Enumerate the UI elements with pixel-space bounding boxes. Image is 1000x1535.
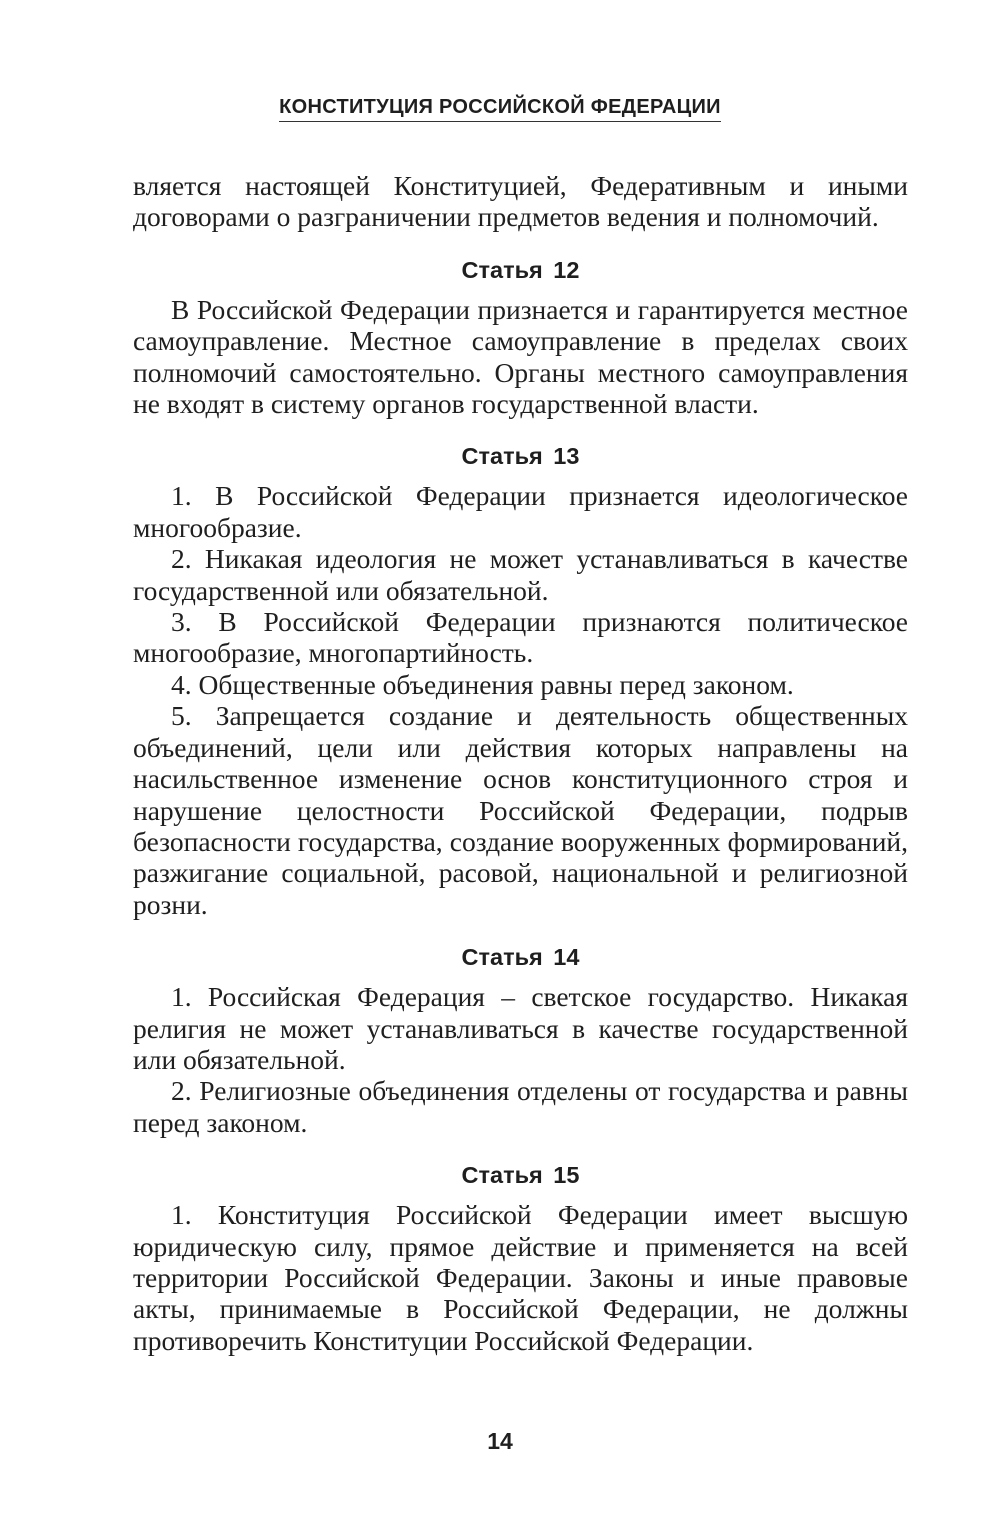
- running-header: [0, 96, 1000, 122]
- intro-paragraph: вляется настоящей Конституцией, Федеративным и иными договорами о разграничении предметов ведения и полномочий.: [133, 170, 908, 233]
- article-paragraph: 4. Общественные объединения равны перед законом.: [171, 668, 794, 700]
- article-paragraph: 3. В Российской Федерации признаются политическое многообразие, многопартийность.: [133, 606, 908, 669]
- article-heading: Статья 15: [461, 1162, 580, 1189]
- article-paragraph: 2. Религиозные объединения отделены от государства и равны перед законом.: [133, 1075, 908, 1138]
- page-number: 14: [487, 1428, 513, 1454]
- article-paragraph: 5. Запрещается создание и деятельность общественных объединений, цели или действия которых направлены на насильственное изменение основ конституционного строя и нарушение целостности Российской Федерации, подрыв безопасности государства, создание вооруженных формирований, разжигание социальной, расовой, национальной и религиозной розни.: [133, 700, 908, 920]
- article-paragraph: В Российской Федерации признается и гарантируется местное самоуправление. Местное самоуправление в пределах своих полномочий самостоятельно. Органы местного самоуправления не входят в систему органов государственной власти.: [133, 293, 908, 420]
- article-12: [133, 255, 908, 420]
- article-paragraph: 2. Никакая идеология не может устанавливаться в качестве государственной или обязательной.: [133, 543, 908, 606]
- running-header-title: КОНСТИТУЦИЯ РОССИЙСКОЙ ФЕДЕРАЦИИ: [279, 96, 721, 122]
- article-heading: Статья 12: [461, 256, 580, 283]
- article-paragraph: 1. Российская Федерация – светское государство. Никакая религия не может устанавливаться в качестве государственной или обязательной.: [133, 981, 908, 1075]
- article-heading: Статья 14: [461, 944, 580, 971]
- article-14: [133, 942, 908, 1138]
- article-13: [133, 441, 908, 920]
- article-heading: Статья 13: [461, 443, 580, 470]
- article-paragraph: 1. В Российской Федерации признается идеологическое многообразие.: [133, 480, 908, 543]
- article-paragraph: 1. Конституция Российской Федерации имеет высшую юридическую силу, прямое действие и применяется на всей территории Российской Федерации. Законы и иные правовые акты, принимаемые в Российской Федерации, не должны противоречить Конституции Российской Федерации.: [133, 1199, 908, 1356]
- article-15: [133, 1160, 908, 1356]
- page-body: [133, 170, 908, 1356]
